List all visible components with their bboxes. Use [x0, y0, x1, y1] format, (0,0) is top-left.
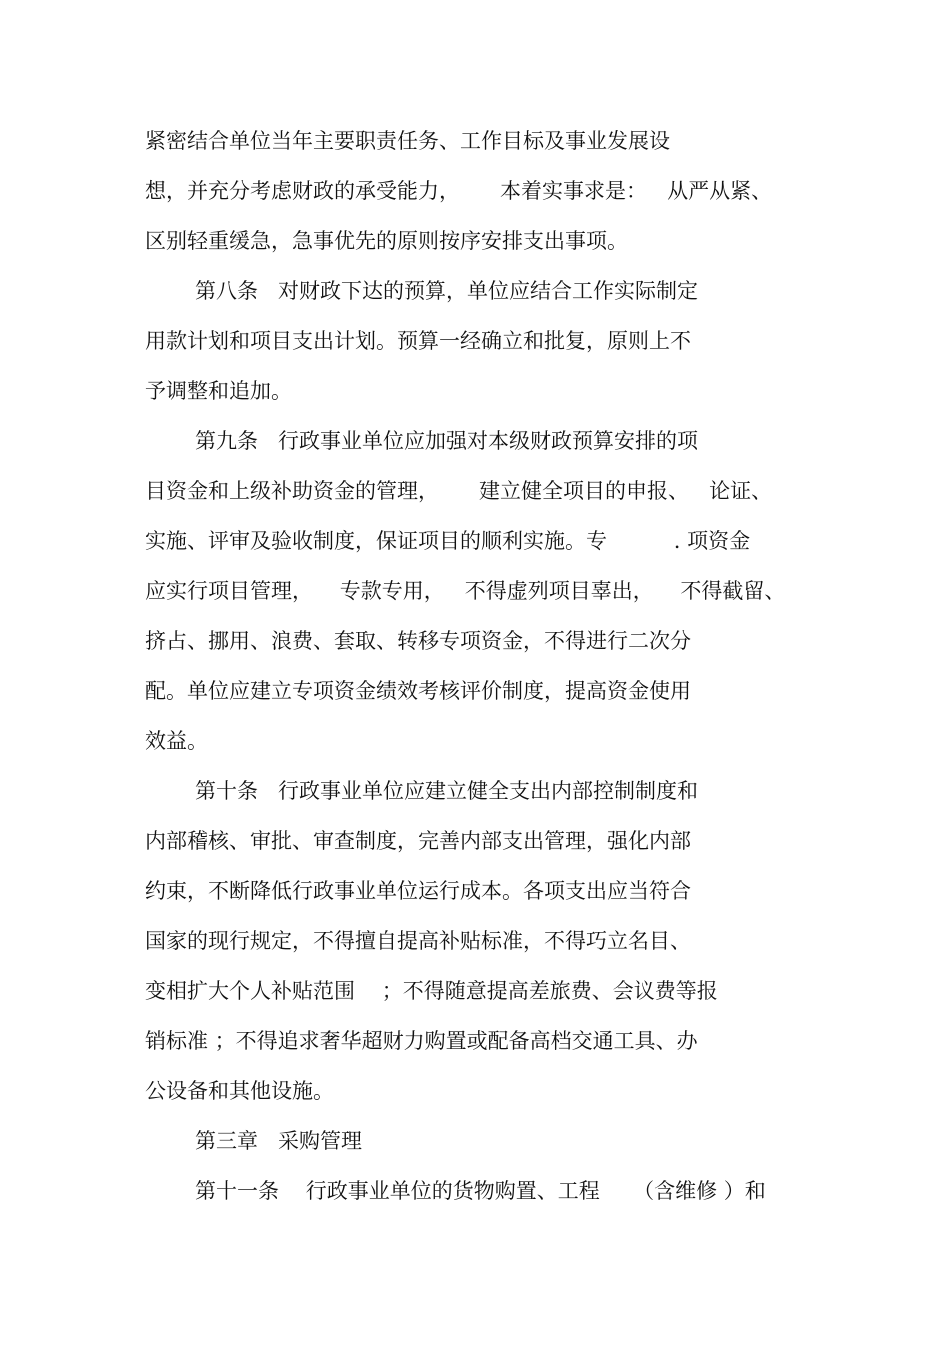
- text-line: 想，并充分考虑财政的承受能力， 本着实事求是： 从严从紧、: [145, 179, 773, 203]
- text-line: 国家的现行规定，不得擅自提高补贴标准，不得巧立名目、: [145, 929, 691, 953]
- article-11-heading-line: 第十一条 行政事业单位的货物购置、工程 （含维修 ）和: [195, 1179, 766, 1203]
- text-line: 目资金和上级补助资金的管理， 建立健全项目的申报、 论证、: [145, 479, 773, 503]
- text-line: 内部稽核、审批、审查制度，完善内部支出管理，强化内部: [145, 829, 691, 853]
- text-line: 区别轻重缓急，急事优先的原则按序安排支出事项。: [145, 229, 628, 253]
- article-8-heading-line: 第八条 对财政下达的预算，单位应结合工作实际制定: [195, 279, 699, 303]
- text-line: 挤占、挪用、浪费、套取、转移专项资金，不得进行二次分: [145, 629, 691, 653]
- article-10-heading-line: 第十条 行政事业单位应建立健全支出内部控制制度和: [195, 779, 699, 803]
- text-line: 效益。: [145, 729, 208, 753]
- text-line: 予调整和追加。: [145, 379, 292, 403]
- text-line: 公设备和其他设施。: [145, 1079, 334, 1103]
- chapter-3-heading: 第三章 采购管理: [195, 1129, 363, 1153]
- text-line: 配。单位应建立专项资金绩效考核评价制度，提高资金使用: [145, 679, 691, 703]
- text-line: 约束，不断降低行政事业单位运行成本。各项支出应当符合: [145, 879, 691, 903]
- text-line: 应实行项目管理， 专款专用， 不得虚列项目辜出， 不得截留、: [145, 579, 786, 603]
- text-line: 变相扩大个人补贴范围 ；不得随意提高差旅费、会议费等报: [145, 979, 718, 1003]
- text-line: 紧密结合单位当年主要职责任务、工作目标及事业发展设: [145, 129, 670, 153]
- text-line: 实施、评审及验收制度，保证项目的顺利实施。专 . 项资金: [145, 529, 751, 553]
- text-line: 用款计划和项目支出计划。预算一经确立和批复，原则上不: [145, 329, 691, 353]
- article-9-heading-line: 第九条 行政事业单位应加强对本级财政预算安排的项: [195, 429, 699, 453]
- text-line: 销标准 ；不得追求奢华超财力购置或配备高档交通工具、办: [145, 1029, 698, 1053]
